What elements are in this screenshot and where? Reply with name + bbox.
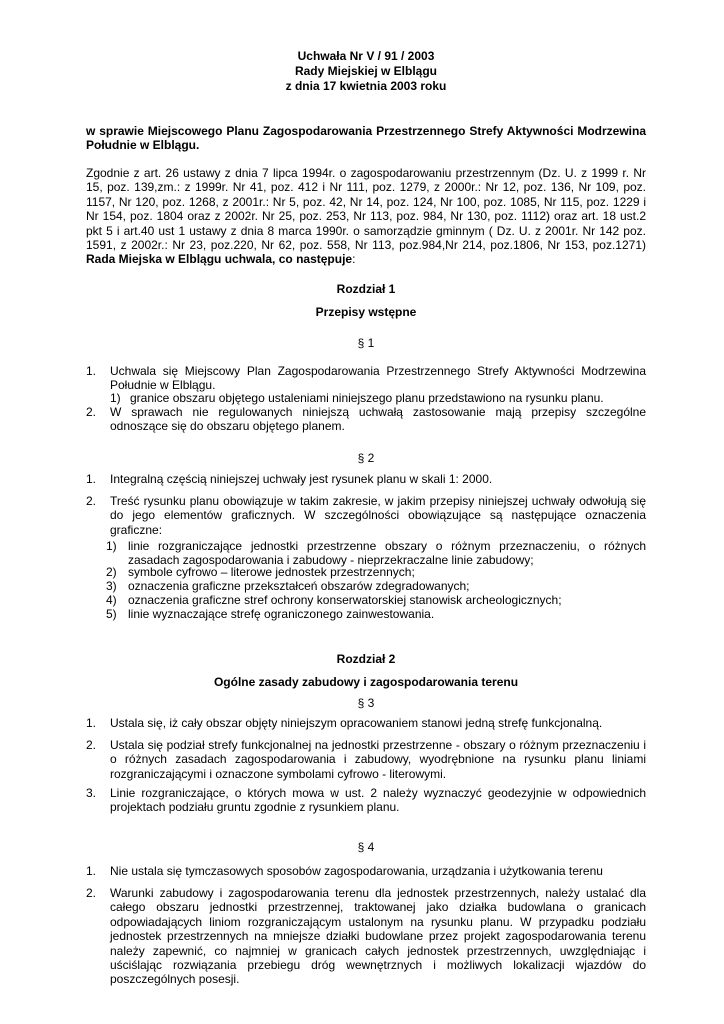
resolution-date: z dnia 17 kwietnia 2003 roku	[285, 79, 447, 93]
resolution-subject: w sprawie Miejscowego Planu Zagospodarowania Przestrzennego Strefy Aktywności Modrzewina Południe w Elblągu.	[86, 124, 646, 153]
sublist-number: 1)	[110, 391, 121, 405]
list-number: 2.	[86, 738, 97, 752]
list-item-text: Ustala się, iż cały obszar objęty niniejszym opracowaniem stanowi jedną strefę funkcjonalną.	[110, 716, 603, 730]
list-number: 2.	[86, 405, 97, 419]
list-item-text: Integralną częścią niniejszej uchwały jest rysunek planu w skali 1: 2000.	[110, 472, 493, 486]
resolves-clause: Rada Miejska w Elblągu uchwala, co następuje	[86, 252, 353, 267]
section-sign-1: § 1	[357, 336, 375, 350]
sublist-item-text: granice obszaru objętego ustaleniami niniejszego planu przedstawiono na rysunku planu.	[130, 391, 604, 405]
legal-basis-paragraph	[86, 166, 646, 267]
list-number: 2.	[86, 886, 97, 900]
chapter-2-heading: Rozdział 2	[336, 652, 396, 666]
resolution-number: Uchwała Nr V / 91 / 2003	[297, 49, 435, 63]
list-number: 2.	[86, 494, 97, 508]
section-sign-4: § 4	[357, 840, 375, 854]
sublist-number: 1)	[106, 539, 117, 553]
sublist-item-text: linie wyznaczające strefę ograniczonego zainwestowania.	[128, 607, 435, 621]
sublist-item-text: linie rozgraniczające jednostki przestrzenne obszary o różnym przeznaczeniu, o różnych zasadach zagospodarowania i zabudowy - nieprzekraczalne linie zabudowy;	[128, 539, 646, 568]
list-number: 1.	[86, 716, 97, 730]
sublist-item-text: oznaczenia graficzne stref ochrony konserwatorskiej stanowisk archeologicznych;	[128, 593, 562, 607]
list-item-text: Nie ustala się tymczasowych sposobów zagospodarowania, urządzania i użytkowania terenu	[110, 864, 603, 878]
chapter-1-title: Przepisy wstępne	[315, 305, 417, 319]
sublist-number: 2)	[106, 565, 117, 579]
list-item-text: Uchwala się Miejscowy Plan Zagospodarowania Przestrzennego Strefy Aktywności Modrzewina Południe w Elblągu.	[110, 364, 646, 393]
sublist-number: 5)	[106, 607, 117, 621]
list-number: 1.	[86, 472, 97, 486]
list-item-text: W sprawach nie regulowanych niniejszą uchwałą zastosowanie mają przepisy szczególne odnoszące się do obszaru objętego planem.	[110, 405, 646, 434]
sublist-item-text: oznaczenia graficzne przekształceń obszarów zdegradowanych;	[128, 579, 470, 593]
list-number: 1.	[86, 364, 97, 378]
list-number: 3.	[86, 786, 97, 800]
section-sign-2: § 2	[357, 451, 375, 465]
resolves-colon: :	[352, 252, 356, 267]
sublist-item-text: symbole cyfrowo – literowe jednostek przestrzennych;	[128, 565, 415, 579]
section-sign-3: § 3	[357, 696, 375, 710]
list-number: 1.	[86, 864, 97, 878]
list-item-text: Linie rozgraniczające, o których mowa w ust. 2 należy wyznaczyć geodezyjnie w odpowiednich projektach podziału gruntu zgodnie z rysunkiem planu.	[110, 786, 646, 815]
list-item-text: Ustala się podział strefy funkcjonalnej na jednostki przestrzenne - obszary o różnym przeznaczeniu i o różnych zasadach zagospodarowania i zabudowy, wyodrębnione na rysunku planu liniami rozgraniczającymi i oznaczone symbolami cyfrowo - literowymi.	[110, 738, 646, 781]
list-item-text: Treść rysunku planu obowiązuje w takim zakresie, w jakim przepisy niniejszej uchwały odwołują się do jego elementów graficznych. W szczególności obowiązujące są następujące oznaczenia graficzne:	[110, 494, 646, 537]
sublist-number: 4)	[106, 593, 117, 607]
chapter-1-heading: Rozdział 1	[336, 282, 396, 296]
legal-basis-text: Zgodnie z art. 26 ustawy z dnia 7 lipca 1994r. o zagospodarowaniu przestrzennym (Dz. U. z 1999 r. Nr 15, poz. 139,zm.: z 1999r. Nr 41, poz. 412 i Nr 111, poz. 1279, z 2000r.: Nr 12, poz. 136, Nr 109, poz. 1157, Nr 120, poz. 1268, z 2001r.: Nr 5, poz. 42, Nr 14, poz. 124, Nr 100, poz. 1085, Nr 115, poz. 1229 i Nr 154, poz. 1804 oraz z 2002r. Nr 25, poz. 253, Nr 113, poz. 984, Nr 130, poz. 1112) oraz art. 18 ust.2 pkt 5 i art.40 ust 1 ustawy z dnia 8 marca 1990r. o samorządzie gminnym ( Dz. U. z 2001r. Nr 142 poz. 1591, z 2002r.: Nr 23, poz.220, Nr 62, poz. 558, Nr 113, poz.984,Nr 214, poz.1806, Nr 153, poz.1271)	[86, 166, 646, 253]
list-item-text: Warunki zabudowy i zagospodarowania terenu dla jednostek przestrzennych, należy ustalać dla całego obszaru jednostki przestrzennej, traktowanej jako działka budowlana o granicach odpowiadających liniom rozgraniczającym ustalonym na rysunku planu. W przypadku podziału jednostek przestrzennych na mniejsze działki budowlane przez projekt zagospodarowania terenu należy zapewnić, co najmniej w granicach całych jednostek przestrzennych, uwzględniając i uściślając rozwiązania przebiegu dróg wewnętrznych i możliwych lokalizacji wjazdów do poszczególnych posesji.	[110, 886, 646, 987]
sublist-number: 3)	[106, 579, 117, 593]
resolution-issuer: Rady Miejskiej w Elblągu	[294, 64, 438, 78]
chapter-2-title: Ogólne zasady zabudowy i zagospodarowania terenu	[213, 675, 519, 689]
